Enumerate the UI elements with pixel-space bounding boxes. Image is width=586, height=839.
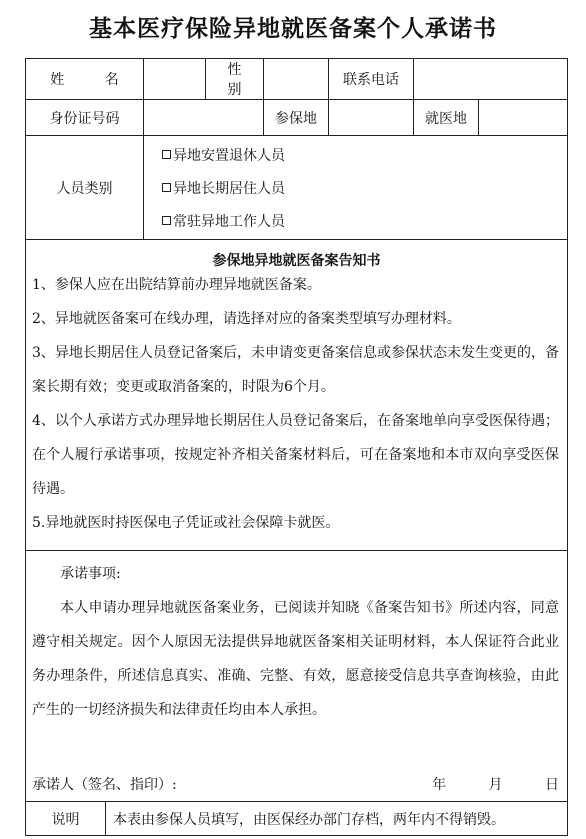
name-field[interactable]	[144, 59, 206, 100]
notice-item: 3、异地长期居住人员登记备案后，未申请变更备案信息或参保状态未发生变更的，备案长期有效；变更或取消备案的，时限为6个月。	[32, 345, 559, 395]
footer-table	[25, 801, 568, 836]
medical-place-label: 就医地	[414, 100, 479, 136]
category-options	[144, 136, 568, 240]
category-option-resident-worker[interactable]	[162, 204, 567, 237]
footer-label: 说明	[26, 802, 106, 836]
id-number-label: 身份证号码	[26, 100, 144, 136]
date-year: 年	[432, 777, 447, 793]
notice-item: 5.异地就医时持医保电子凭证或社会保障卡就医。	[32, 515, 340, 531]
notice-item: 2、异地就医备案可在线办理，请选择对应的备案类型填写办理材料。	[32, 311, 461, 327]
category-option-retired[interactable]	[162, 138, 567, 171]
checkbox-icon[interactable]	[162, 183, 171, 192]
phone-field[interactable]	[414, 59, 568, 100]
gender-field[interactable]	[264, 59, 329, 100]
page-title: 基本医疗保险异地就医备案个人承诺书	[89, 15, 497, 42]
notice-item: 4、以个人承诺方式办理异地长期居住人员登记备案后，在备案地单向享受医保待遇；在个人履行承诺事项，按规定补齐相关备案材料后，可在备案地和本市双向享受医保待遇。	[32, 413, 559, 497]
category-option-label: 异地长期居住人员	[173, 180, 285, 197]
medical-place-field[interactable]	[479, 100, 568, 136]
notice-item: 1、参保人应在出院结算前办理异地就医备案。	[32, 277, 321, 293]
notice-list	[26, 268, 567, 544]
checkbox-icon[interactable]	[162, 216, 171, 225]
date-month: 月	[488, 777, 503, 793]
phone-label: 联系电话	[329, 59, 414, 100]
date-day: 日	[545, 777, 559, 793]
id-number-field[interactable]	[144, 100, 264, 136]
category-option-long-term[interactable]	[162, 171, 567, 204]
pledge-body: 本人申请办理异地就医备案业务，已阅读并知晓《备案告知书》所述内容，同意遵守相关规定。因个人原因无法提供异地就医备案相关证明材料，本人保证符合此业务办理条件，所述信息真实、准确、完整、有效，愿意接受信息共享查询核验，由此产生的一切经济损失和法律责任均由本人承担。	[32, 600, 559, 718]
name-label: 姓 名	[26, 59, 144, 100]
category-option-label: 异地安置退休人员	[173, 147, 285, 164]
checkbox-icon[interactable]	[162, 150, 171, 159]
pledge-section	[26, 551, 568, 802]
notice-section	[26, 240, 568, 551]
info-table	[25, 58, 568, 802]
notice-title: 参保地异地就医备案告知书	[212, 253, 381, 269]
category-option-label: 常驻异地工作人员	[173, 213, 285, 230]
insured-place-label: 参保地	[264, 100, 329, 136]
insured-place-field[interactable]	[329, 100, 414, 136]
footer-text: 本表由参保人员填写，由医保经办部门存档，两年内不得销毁。	[106, 802, 568, 836]
signature-date[interactable]	[394, 774, 559, 794]
signature-row	[32, 767, 559, 801]
signer-label: 承诺人（签名、指印）:	[32, 777, 177, 793]
pledge-heading: 承诺事项:	[60, 566, 121, 582]
category-label: 人员类别	[26, 136, 144, 240]
form-frame	[25, 58, 567, 836]
gender-label: 性 别	[206, 59, 264, 100]
